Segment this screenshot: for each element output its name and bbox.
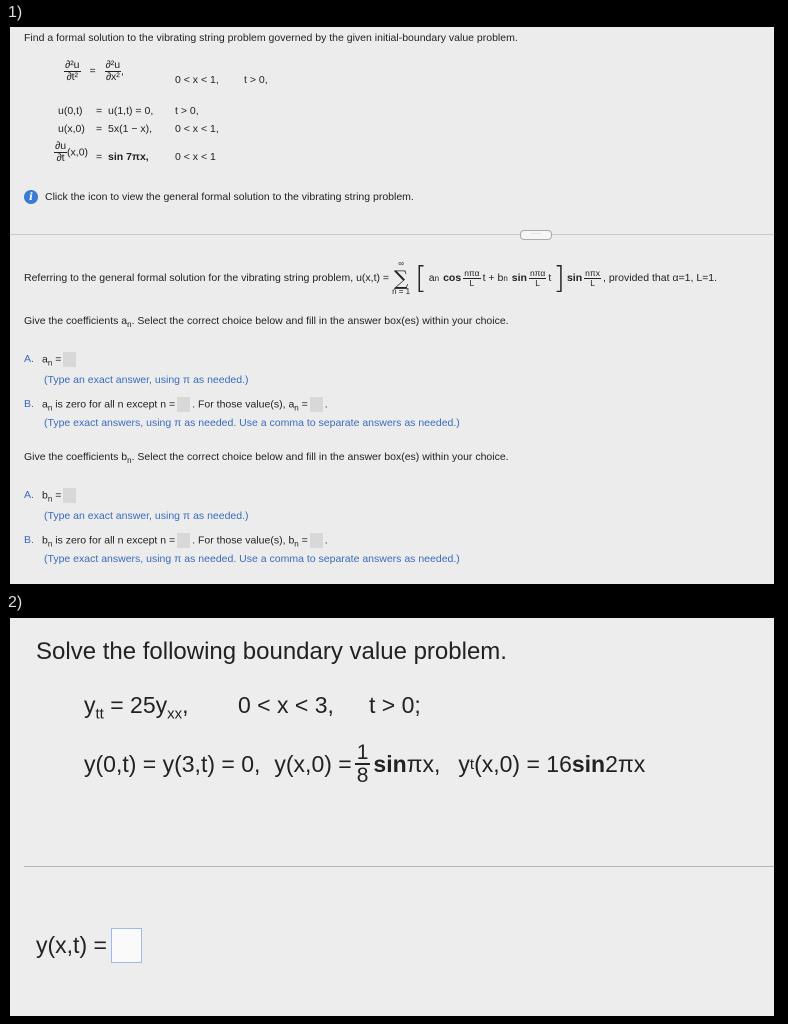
question-1-panel	[10, 27, 774, 584]
q2-pde-comma: ,	[182, 692, 189, 718]
ref-t: t	[548, 272, 552, 284]
q2-frac-den: 8	[356, 764, 369, 787]
ic2-cond: 0 < x < 1	[175, 151, 216, 163]
bn-b-value-box[interactable]	[310, 533, 323, 548]
bn-a-eq: =	[52, 489, 62, 502]
general-solution-formula	[24, 260, 717, 296]
pde-lhs-den: ∂t²	[66, 71, 79, 84]
bn-b-n-box[interactable]	[177, 533, 190, 548]
q2-answer-box[interactable]	[111, 928, 142, 963]
bc-rhs: u(1,t) = 0,	[108, 105, 154, 117]
ref-frac2-num: nπα	[529, 267, 546, 278]
q2-conditions	[84, 742, 645, 786]
ref-sin2: sin	[566, 272, 583, 284]
ic1-rhs: 5x(1 − x),	[108, 123, 153, 135]
bn-a-sub: n	[47, 494, 53, 504]
pde-cond1: 0 < x < 1,	[175, 74, 219, 86]
ref-cos: cos	[443, 272, 462, 284]
an-choice-a-letter[interactable]: A.	[24, 353, 34, 366]
an-b-sub: n	[47, 403, 53, 413]
info-text: Click the icon to view the general formal solution to the vibrating string problem.	[45, 191, 414, 203]
q2-pde-mid: = 25y	[103, 692, 168, 718]
q2-divider	[24, 866, 774, 867]
info-icon[interactable]: i	[24, 190, 38, 204]
ic2-eq: =	[96, 151, 103, 163]
q2-ic1-sin: sin	[373, 750, 407, 777]
an-choice-b-letter[interactable]: B.	[24, 398, 34, 411]
right-bracket: ]	[553, 260, 565, 296]
pde-rhs-den: ∂x²	[105, 71, 120, 84]
an-b-end: .	[324, 398, 328, 411]
q2-pde	[84, 692, 189, 723]
q2-ic1-lhs: y(x,0) =	[274, 750, 352, 777]
bn-b-hint: (Type exact answers, using π as needed. Use a comma to separate answers as needed.)	[44, 553, 460, 565]
bn-b-t3: . For those value(s), b	[192, 534, 295, 547]
bn-prompt-sub: n	[127, 456, 132, 466]
ref-b-sub: n	[503, 273, 508, 283]
ic2-den: ∂t	[56, 152, 65, 165]
bn-b-end: .	[324, 534, 328, 547]
ic2-arg: (x,0)	[67, 146, 89, 159]
bn-a-text: b	[42, 489, 48, 502]
an-b-t2: is zero for all n except n =	[52, 398, 176, 411]
bn-choice-a-letter[interactable]: A.	[24, 489, 34, 502]
ref-a: a	[428, 272, 435, 284]
q2-cond1: 0 < x < 3,	[238, 692, 334, 718]
q2-ic2-mid: (x,0) = 16	[474, 750, 572, 777]
ref-frac3-num: nπx	[585, 267, 600, 278]
an-prompt-2: . Select the correct choice below and fill in the answer box(es) within your choice.	[131, 315, 509, 327]
bn-choice-a[interactable]	[24, 488, 78, 503]
ic1-eq: =	[96, 123, 103, 135]
ref-frac3-den: L	[590, 277, 595, 288]
expand-handle[interactable]: ·····	[520, 230, 552, 240]
bn-b-sub2: n	[294, 539, 299, 549]
an-choice-a[interactable]	[24, 352, 78, 367]
ref-a-sub: n	[434, 273, 440, 283]
ref-suffix: , provided that α=1, L=1.	[602, 272, 718, 284]
ref-frac1-num: nπα	[464, 267, 480, 278]
question-2-label: 2)	[8, 594, 23, 611]
q2-cond2: t > 0;	[369, 692, 421, 718]
an-b-n-box[interactable]	[177, 397, 190, 412]
ref-sin: sin	[511, 272, 527, 284]
q2-pde-sub-tt: tt	[95, 705, 104, 723]
pde-cond2: t > 0,	[244, 74, 268, 86]
q2-ic1-arg: πx,	[406, 750, 441, 777]
bn-choice-b[interactable]	[24, 533, 328, 548]
bn-prompt	[24, 451, 509, 465]
q2-answer-label: y(x,t) =	[36, 932, 107, 958]
ref-t-plus-b: t + b	[482, 272, 504, 284]
sum-bottom: n = 1	[392, 287, 411, 296]
an-a-text: a	[42, 353, 48, 366]
an-b-hint: (Type exact answers, using π as needed. Use a comma to separate answers as needed.)	[44, 417, 460, 429]
ic1-cond: 0 < x < 1,	[175, 123, 219, 135]
an-prompt-1: Give the coefficients a	[24, 315, 128, 327]
bc-cond: t > 0,	[175, 105, 199, 117]
pde-comma: ,	[121, 65, 124, 78]
an-b-t1: a	[42, 398, 48, 411]
an-prompt	[24, 315, 509, 329]
bn-b-sub: n	[47, 539, 53, 549]
an-b-t4: =	[298, 398, 308, 411]
ic1-lhs: u(x,0)	[58, 123, 85, 135]
pde-equation	[64, 60, 124, 83]
section-divider	[10, 234, 774, 235]
question-2-panel	[10, 618, 774, 1016]
ref-prefix: Referring to the general formal solution for the vibrating string problem, u(x,t) =	[24, 272, 390, 284]
an-a-answer-box[interactable]	[63, 352, 76, 367]
an-a-eq: =	[52, 353, 62, 366]
ic2-lhs	[54, 141, 88, 164]
pde-lhs-num: ∂²u	[65, 59, 80, 71]
question-1-label: 1)	[8, 4, 23, 21]
ref-frac2-den: L	[535, 277, 540, 288]
q1-instruction: Find a formal solution to the vibrating string problem governed by the given initial-boundary value problem.	[24, 32, 518, 44]
bn-a-answer-box[interactable]	[63, 488, 76, 503]
q2-pde-y: y	[84, 692, 96, 718]
q2-ic1-frac	[355, 742, 371, 786]
bn-prompt-1: Give the coefficients b	[24, 451, 128, 463]
q2-ic2-y: y	[458, 750, 470, 777]
ref-frac3	[584, 269, 601, 288]
sum-top: ∞	[398, 259, 404, 268]
an-b-t3: . For those value(s), a	[192, 398, 295, 411]
q2-ic2-arg: 2πx	[605, 750, 646, 777]
bc-eq: =	[96, 105, 103, 117]
pde-equals: =	[89, 65, 96, 78]
q2-answer-row	[36, 928, 142, 963]
bn-a-hint: (Type an exact answer, using π as needed.)	[44, 510, 249, 522]
ic2-num: ∂u	[55, 140, 67, 152]
bc-lhs: u(0,t)	[58, 105, 83, 117]
q2-instruction: Solve the following boundary value problem.	[36, 638, 507, 665]
summation	[392, 260, 410, 296]
an-b-sub2: n	[294, 403, 299, 413]
left-bracket: [	[415, 260, 427, 296]
q2-bc: y(0,t) = y(3,t) = 0,	[84, 750, 261, 777]
bn-choice-b-letter[interactable]: B.	[24, 534, 34, 547]
info-row	[24, 190, 414, 204]
an-a-hint: (Type an exact answer, using π as needed.)	[44, 374, 249, 386]
sum-symbol: ∑	[393, 266, 409, 290]
q2-pde-sub-xx: xx	[167, 705, 183, 723]
ref-frac1	[463, 269, 480, 288]
bn-b-t1: b	[42, 534, 48, 547]
ic2-rhs: sin 7πx,	[108, 151, 149, 163]
an-a-sub: n	[47, 358, 53, 368]
bn-b-t2: is zero for all n except n =	[52, 534, 176, 547]
an-choice-b[interactable]	[24, 397, 328, 412]
ref-frac2	[529, 269, 546, 288]
an-b-value-box[interactable]	[310, 397, 323, 412]
q2-frac-num: 1	[356, 741, 369, 764]
an-prompt-sub: n	[127, 320, 132, 330]
q2-ic2-sin: sin	[571, 750, 606, 777]
bn-prompt-2: . Select the correct choice below and fill in the answer box(es) within your choice.	[131, 451, 509, 463]
q2-ic2-sub: t	[469, 755, 475, 773]
bn-b-t4: =	[298, 534, 308, 547]
pde-rhs-num: ∂²u	[105, 59, 121, 71]
ref-frac1-den: L	[469, 277, 475, 288]
